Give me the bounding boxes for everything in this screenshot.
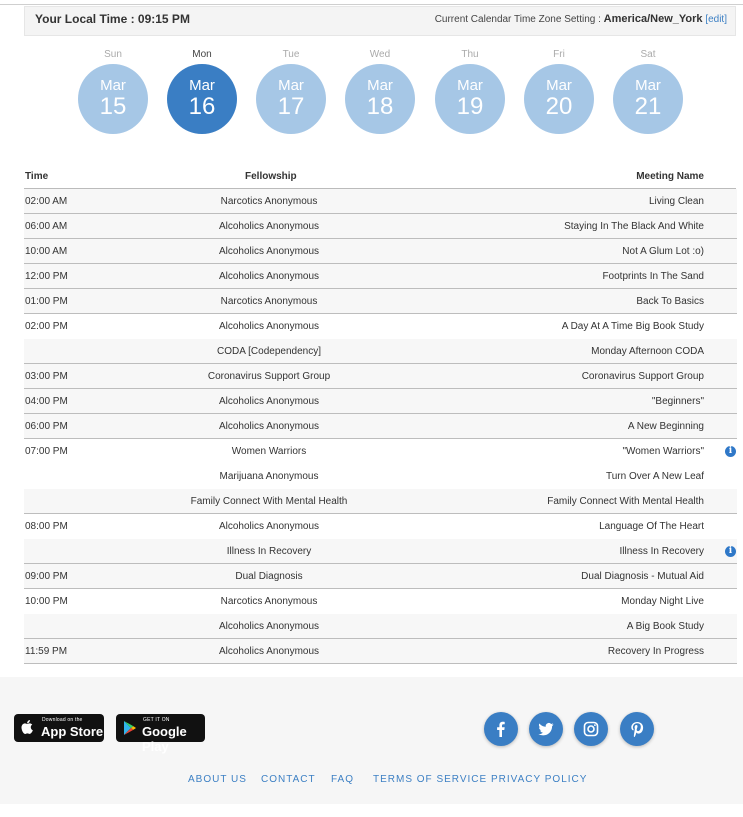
- table-row[interactable]: [24, 464, 737, 489]
- cell-time: 09:00 PM: [25, 571, 68, 582]
- apple-icon: [21, 720, 35, 736]
- cell-meeting[interactable]: Recovery In Progress: [607, 646, 704, 657]
- pinterest-icon: [629, 721, 645, 737]
- month-label: Mar: [635, 77, 661, 94]
- cell-fellowship: Dual Diagnosis: [235, 571, 303, 582]
- cell-meeting[interactable]: A Day At A Time Big Book Study: [561, 321, 704, 332]
- cell-time: 11:59 PM: [25, 646, 68, 657]
- info-icon[interactable]: i: [725, 446, 736, 457]
- day-thu[interactable]: [434, 48, 506, 134]
- table-row[interactable]: [24, 264, 737, 289]
- app-store-small: Download on the: [42, 717, 83, 723]
- cell-time: 07:00 PM: [25, 446, 68, 457]
- cell-meeting[interactable]: Family Connect With Mental Health: [547, 496, 704, 507]
- month-label: Mar: [278, 77, 304, 94]
- col-fellowship-header: Fellowship: [245, 171, 297, 182]
- day-mon[interactable]: [166, 48, 238, 134]
- day-circle[interactable]: [613, 64, 683, 134]
- cell-fellowship: Alcoholics Anonymous: [218, 621, 320, 632]
- day-circle-selected[interactable]: [167, 64, 237, 134]
- table-row[interactable]: [24, 289, 737, 314]
- cell-meeting[interactable]: "Beginners": [651, 396, 704, 407]
- day-fri[interactable]: [523, 48, 595, 134]
- month-label: Mar: [189, 77, 215, 94]
- day-circle[interactable]: [345, 64, 415, 134]
- table-row[interactable]: [24, 214, 737, 239]
- cell-meeting[interactable]: Illness In Recovery: [619, 546, 704, 557]
- cell-time: 10:00 AM: [25, 246, 68, 257]
- cell-meeting[interactable]: Monday Afternoon CODA: [591, 346, 704, 357]
- cell-fellowship: Coronavirus Support Group: [207, 371, 331, 382]
- date-label: 21: [634, 93, 662, 120]
- date-label: 16: [188, 93, 216, 120]
- weekday-label: Mon: [192, 49, 212, 60]
- cell-time: 06:00 PM: [25, 421, 68, 432]
- day-sat[interactable]: [612, 48, 684, 134]
- table-row[interactable]: [24, 589, 737, 614]
- date-label: 20: [545, 93, 573, 120]
- timezone-edit-link[interactable]: [edit]: [705, 14, 727, 25]
- cell-meeting[interactable]: Not A Glum Lot :o): [622, 246, 704, 257]
- app-store-badge[interactable]: [14, 714, 104, 742]
- cell-meeting[interactable]: Footprints In The Sand: [602, 271, 704, 282]
- table-row[interactable]: [24, 339, 737, 364]
- cell-time: 06:00 AM: [25, 221, 68, 232]
- table-row[interactable]: [24, 539, 737, 564]
- day-sun[interactable]: [77, 48, 149, 134]
- cell-fellowship: Alcoholics Anonymous: [218, 646, 320, 657]
- cell-time: 02:00 PM: [25, 321, 68, 332]
- cell-fellowship: Alcoholics Anonymous: [218, 421, 320, 432]
- footer: [0, 677, 743, 804]
- day-circle[interactable]: [256, 64, 326, 134]
- cell-time: 12:00 PM: [25, 271, 68, 282]
- weekday-label: Sat: [640, 49, 656, 60]
- cell-time: 04:00 PM: [25, 396, 68, 407]
- cell-time: 02:00 AM: [25, 196, 68, 207]
- date-label: 18: [366, 93, 394, 120]
- footer-link-faq[interactable]: FAQ: [331, 774, 355, 785]
- day-circle[interactable]: [78, 64, 148, 134]
- app-store-label: App Store: [41, 724, 104, 739]
- cell-meeting[interactable]: Living Clean: [648, 196, 704, 207]
- cell-fellowship: Women Warriors: [231, 446, 307, 457]
- table-row[interactable]: [24, 189, 737, 214]
- google-play-icon: [123, 720, 137, 736]
- cell-fellowship: Alcoholics Anonymous: [218, 321, 320, 332]
- table-row[interactable]: [24, 414, 737, 439]
- cell-time: 10:00 PM: [25, 596, 68, 607]
- cell-fellowship: Alcoholics Anonymous: [218, 521, 320, 532]
- cell-meeting[interactable]: A New Beginning: [627, 421, 704, 432]
- google-play-badge[interactable]: [116, 714, 205, 754]
- cell-meeting[interactable]: Monday Night Live: [621, 596, 704, 607]
- cell-meeting[interactable]: A Big Book Study: [626, 621, 704, 632]
- google-play-small: GET IT ON: [143, 717, 170, 723]
- month-label: Mar: [546, 77, 572, 94]
- table-row[interactable]: [24, 514, 737, 539]
- table-row[interactable]: [24, 489, 737, 514]
- cell-meeting[interactable]: Back To Basics: [636, 296, 704, 307]
- timezone-bar: [24, 6, 736, 36]
- instagram-icon: [583, 721, 599, 737]
- cell-fellowship: Alcoholics Anonymous: [218, 271, 320, 282]
- cell-meeting[interactable]: "Women Warriors": [622, 446, 704, 457]
- col-meeting-header: Meeting Name: [636, 171, 704, 182]
- google-play-label: Google Play: [142, 724, 187, 754]
- table-row[interactable]: [24, 239, 737, 264]
- month-label: Mar: [367, 77, 393, 94]
- cell-meeting[interactable]: Coronavirus Support Group: [581, 371, 704, 382]
- local-time: Your Local Time : 09:15 PM: [35, 12, 190, 26]
- cell-meeting[interactable]: Staying In The Black And White: [564, 221, 704, 232]
- twitter-button[interactable]: [529, 712, 563, 746]
- table-row[interactable]: [24, 314, 737, 339]
- cell-fellowship: Narcotics Anonymous: [220, 196, 318, 207]
- facebook-icon: [493, 721, 509, 737]
- day-circle[interactable]: [435, 64, 505, 134]
- table-row[interactable]: [24, 439, 737, 464]
- weekday-label: Thu: [461, 49, 479, 60]
- date-label: 17: [277, 93, 305, 120]
- timezone-setting: [435, 13, 727, 25]
- cell-fellowship: CODA [Codependency]: [217, 346, 321, 357]
- table-row[interactable]: [24, 564, 737, 589]
- cell-fellowship: Narcotics Anonymous: [220, 596, 318, 607]
- facebook-button[interactable]: [484, 712, 518, 746]
- col-time-header: Time: [25, 171, 49, 182]
- meetings-table: [24, 189, 737, 664]
- table-row[interactable]: [24, 639, 737, 664]
- timezone-setting-label: Current Calendar Time Zone Setting :: [434, 14, 601, 25]
- table-header: [24, 168, 736, 189]
- day-tue[interactable]: [255, 48, 327, 134]
- cell-time: 03:00 PM: [25, 371, 68, 382]
- timezone-value: America/New_York: [603, 13, 703, 25]
- cell-fellowship: Illness In Recovery: [226, 546, 312, 557]
- date-label: 15: [99, 93, 127, 120]
- month-label: Mar: [457, 77, 483, 94]
- table-row[interactable]: [24, 389, 737, 414]
- cell-fellowship: Marijuana Anonymous: [219, 471, 319, 482]
- day-circle[interactable]: [524, 64, 594, 134]
- info-icon[interactable]: i: [725, 546, 736, 557]
- instagram-button[interactable]: [574, 712, 608, 746]
- footer-link-about[interactable]: ABOUT US: [188, 774, 247, 785]
- twitter-icon: [538, 721, 554, 737]
- cell-meeting[interactable]: Language Of The Heart: [599, 521, 704, 532]
- day-wed[interactable]: [344, 48, 416, 134]
- table-row[interactable]: [24, 364, 737, 389]
- weekday-label: Sun: [104, 49, 122, 60]
- pinterest-button[interactable]: [620, 712, 654, 746]
- footer-link-terms[interactable]: TERMS OF SERVICE: [373, 774, 488, 785]
- cell-meeting[interactable]: Turn Over A New Leaf: [605, 471, 704, 482]
- weekday-label: Tue: [282, 49, 300, 60]
- cell-fellowship: Alcoholics Anonymous: [218, 221, 320, 232]
- table-row[interactable]: [24, 614, 737, 639]
- cell-meeting[interactable]: Dual Diagnosis - Mutual Aid: [581, 571, 704, 582]
- cell-time: 08:00 PM: [25, 521, 68, 532]
- weekday-label: Wed: [369, 49, 391, 60]
- cell-fellowship: Alcoholics Anonymous: [218, 246, 320, 257]
- cell-time: 01:00 PM: [25, 296, 68, 307]
- weekday-label: Fri: [553, 49, 565, 60]
- month-label: Mar: [100, 77, 126, 94]
- date-label: 19: [456, 93, 484, 120]
- cell-fellowship: Family Connect With Mental Health: [190, 496, 348, 507]
- cell-fellowship: Alcoholics Anonymous: [218, 396, 320, 407]
- footer-link-privacy[interactable]: PRIVACY POLICY: [491, 774, 588, 785]
- cell-fellowship: Narcotics Anonymous: [220, 296, 318, 307]
- footer-link-contact[interactable]: CONTACT: [261, 774, 316, 785]
- top-divider: [0, 4, 743, 5]
